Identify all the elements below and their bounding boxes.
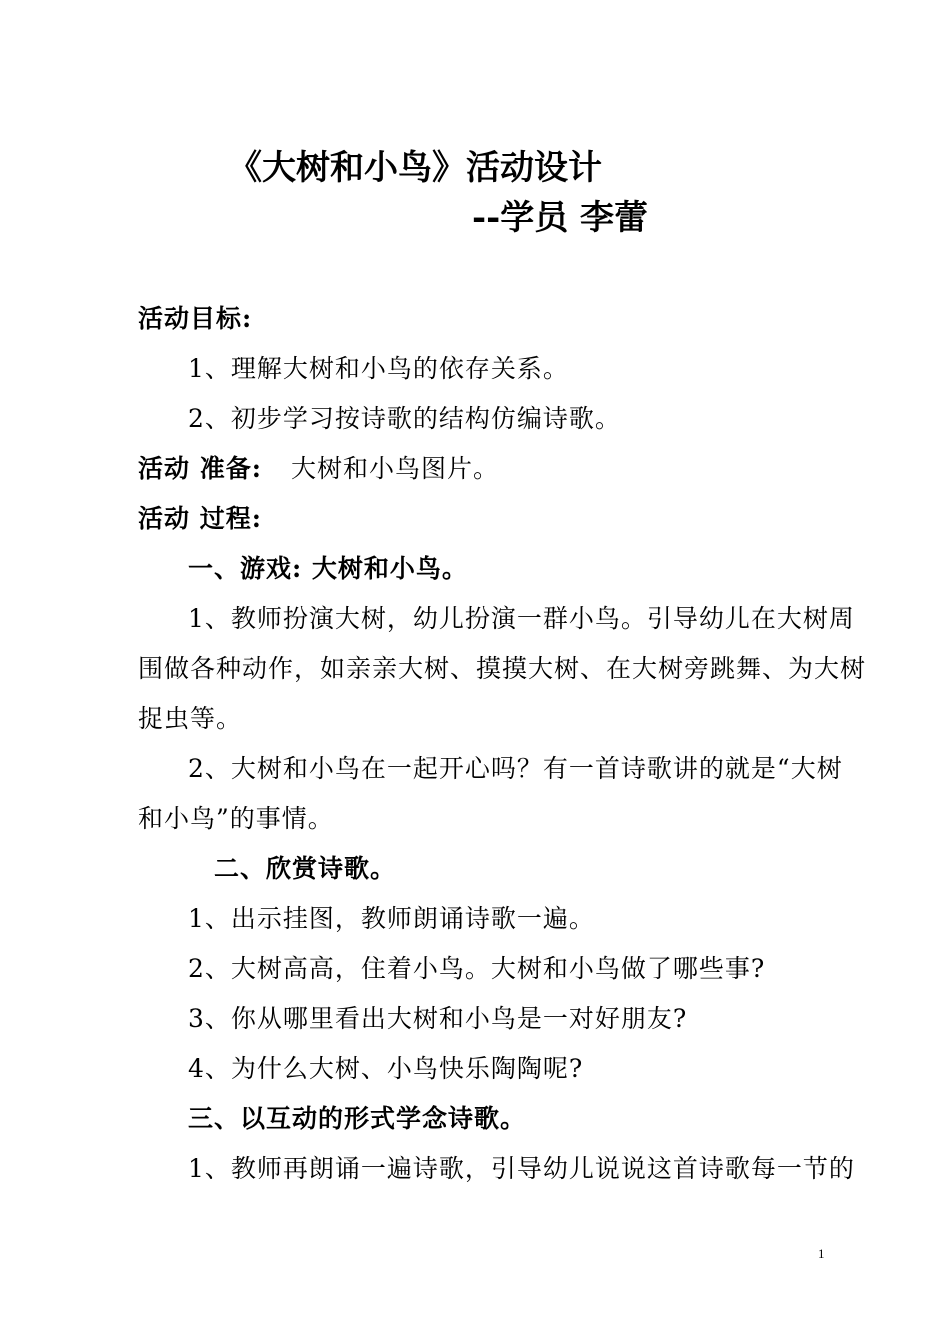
paragraph-line: 捉虫等。 xyxy=(138,704,243,733)
list-item: 4、为什么大树、小鸟快乐陶陶呢? xyxy=(188,1054,584,1083)
process-heading: 活动 过程: xyxy=(138,504,262,533)
section-heading-3: 三、以互动的形式学念诗歌。 xyxy=(188,1104,527,1133)
section-heading-2: 二、欣赏诗歌。 xyxy=(214,854,397,883)
paragraph-line: 围做各种动作，如亲亲大树、摸摸大树、在大树旁跳舞、为大树 xyxy=(138,654,867,683)
list-item: 2、大树高高，住着小鸟。大树和小鸟做了哪些事? xyxy=(188,954,766,983)
goal-item: 1、理解大树和小鸟的依存关系。 xyxy=(188,354,569,383)
paragraph-line: 2、大树和小鸟在一起开心吗？有一首诗歌讲的就是“大树 xyxy=(188,754,843,783)
paragraph-line: 和小鸟”的事情。 xyxy=(138,804,334,833)
goal-item: 2、初步学习按诗歌的结构仿编诗歌。 xyxy=(188,404,621,433)
list-item: 1、出示挂图，教师朗诵诗歌一遍。 xyxy=(188,904,595,933)
document-title: 《大树和小鸟》活动设计 xyxy=(228,148,602,188)
page-number: 1 xyxy=(818,1246,825,1261)
prep-text: 大树和小鸟图片。 xyxy=(291,454,500,483)
author-line: --学员 李蕾 xyxy=(472,198,649,238)
section-heading-1: 一、游戏: 大树和小鸟。 xyxy=(188,554,468,583)
prep-heading: 活动 准备: xyxy=(138,454,262,483)
list-item: 3、你从哪里看出大树和小鸟是一对好朋友? xyxy=(188,1004,688,1033)
goals-heading: 活动目标: xyxy=(138,304,253,333)
paragraph-line: 1、教师再朗诵一遍诗歌，引导幼儿说说这首诗歌每一节的 xyxy=(188,1154,855,1183)
paragraph-line: 1、教师扮演大树，幼儿扮演一群小鸟。引导幼儿在大树周 xyxy=(188,604,855,633)
